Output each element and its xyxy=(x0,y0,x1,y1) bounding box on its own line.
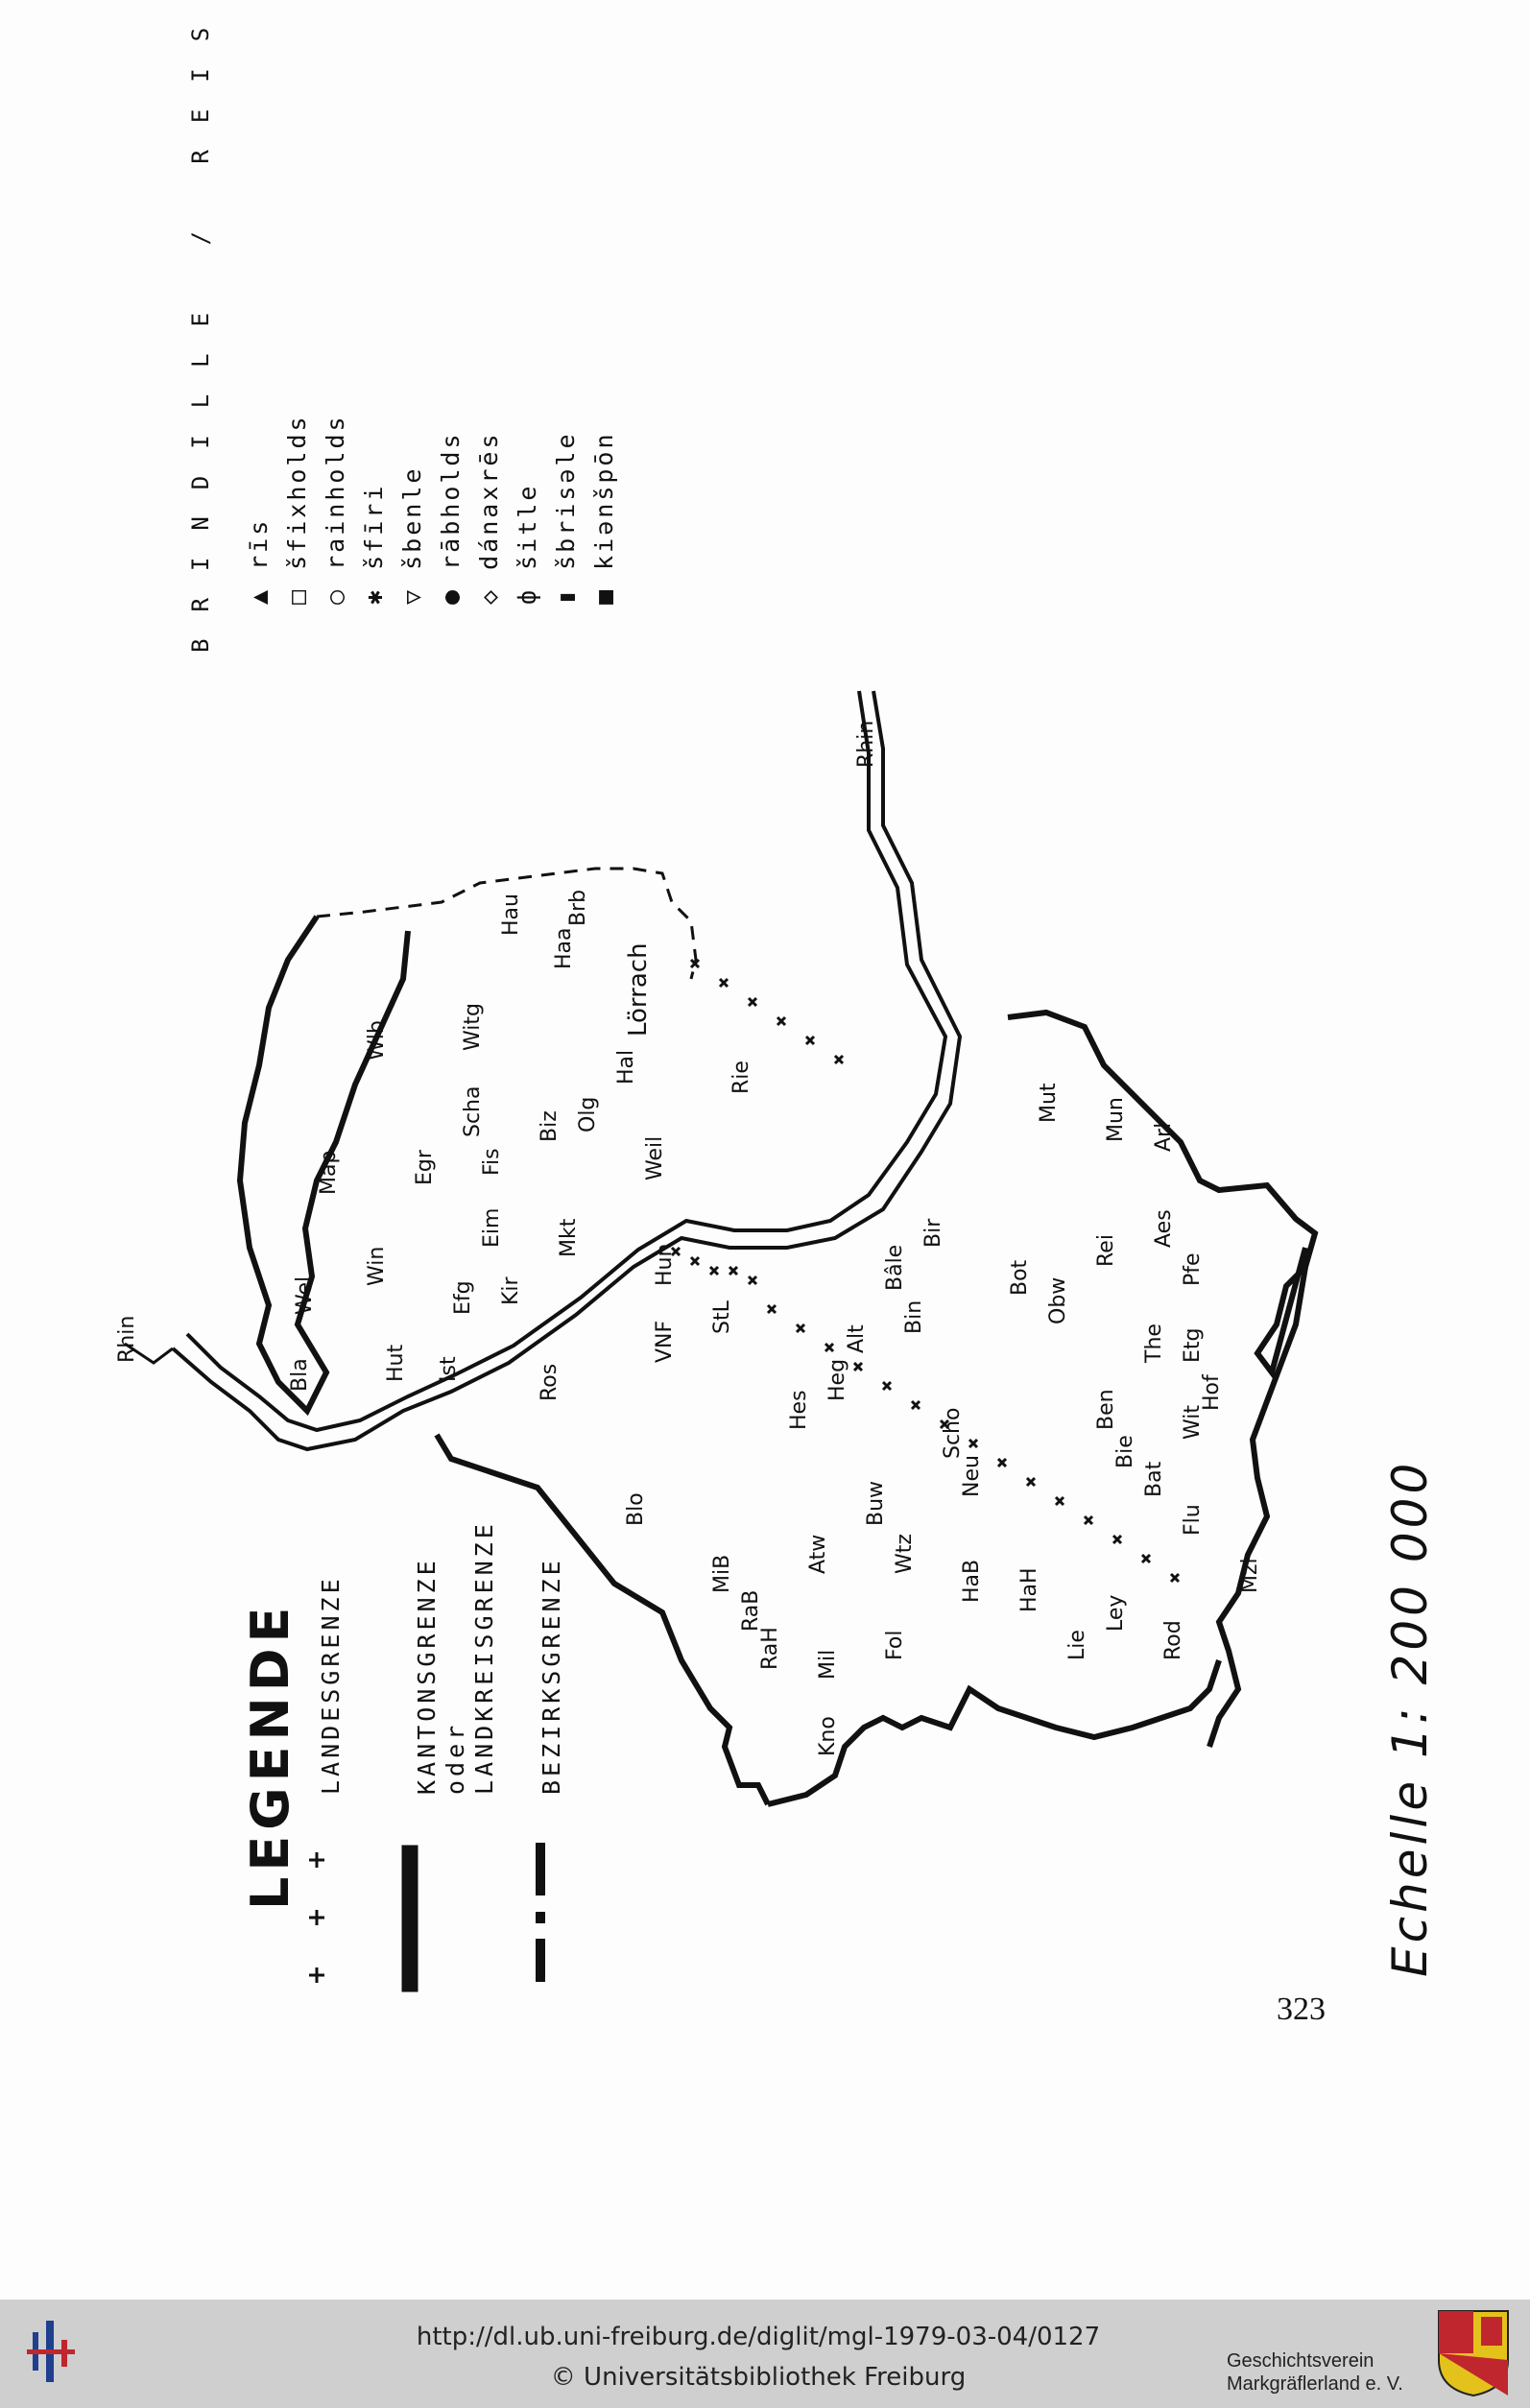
place-label-ben: Ben xyxy=(1094,1389,1118,1430)
map-title: BRINDILLE / REIS xyxy=(187,0,214,653)
place-label-scha: Scha xyxy=(461,1085,485,1137)
symbol-row-9 xyxy=(590,431,618,605)
place-label-hau: Hau xyxy=(499,894,523,936)
place-label-buw: Buw xyxy=(864,1480,888,1526)
place-label-map: Map xyxy=(317,1150,341,1195)
symbol-row-6 xyxy=(475,431,503,605)
place-label-hof: Hof xyxy=(1200,1374,1224,1411)
legend-item-kantonsgrenze-line2: oder xyxy=(442,1721,469,1795)
symbol-label: šfixholds xyxy=(283,414,311,570)
bar-icon: ▮ xyxy=(552,586,580,605)
place-label-bat: Bat xyxy=(1142,1461,1166,1497)
society-name-line2: Markgräflerland e. V. xyxy=(1227,2373,1403,2395)
place-label-eim: Eim xyxy=(480,1207,504,1248)
place-label-stl: StL xyxy=(710,1300,734,1334)
ub-freiburg-logo-icon xyxy=(27,2313,94,2390)
place-label-bin: Bin xyxy=(902,1299,926,1334)
phi-icon: ф xyxy=(514,586,541,605)
symbol-row-3 xyxy=(360,484,388,605)
place-label-mun: Mun xyxy=(1104,1097,1128,1142)
symbol-label: šbenle xyxy=(398,465,426,570)
circle-icon: ○ xyxy=(322,586,349,605)
place-label-fis: Fis xyxy=(480,1148,504,1176)
place-label-ley: Ley xyxy=(1104,1594,1128,1632)
place-label-wel: Wel xyxy=(293,1276,317,1315)
diamond-icon: ◇ xyxy=(475,586,503,605)
legend-item-bezirksgrenze: BEZIRKSGRENZE xyxy=(538,1557,565,1795)
place-label-kir: Kir xyxy=(499,1276,523,1305)
place-label-win: Win xyxy=(365,1246,389,1286)
place-label-mzl: Mzl xyxy=(1238,1558,1262,1593)
place-label-lie: Lie xyxy=(1065,1630,1089,1660)
place-label-egr: Egr xyxy=(413,1150,437,1185)
square-icon: □ xyxy=(283,586,311,605)
place-label-witg: Witg xyxy=(461,1003,485,1051)
legend-item-kantonsgrenze-line1: KANTONSGRENZE xyxy=(413,1557,441,1795)
place-label-efg: Efg xyxy=(451,1280,475,1315)
place-label-blo: Blo xyxy=(624,1492,648,1526)
rhine-river xyxy=(173,691,960,1449)
place-label-arl: Arl xyxy=(1152,1122,1176,1152)
symbol-row-7 xyxy=(514,484,541,605)
place-label-hab: HaB xyxy=(960,1559,984,1603)
triangle-icon: ▲ xyxy=(245,586,273,605)
place-label-rei: Rei xyxy=(1094,1234,1118,1267)
symbol-label: rābholds xyxy=(437,431,465,570)
footer-copyright: © Universitätsbibliothek Freiburg xyxy=(550,2363,967,2392)
symbol-row-2 xyxy=(322,414,349,605)
symbol-label: kiənšpōn xyxy=(590,431,618,570)
label-rhin-right: Rhin xyxy=(854,720,878,768)
place-label-the: The xyxy=(1142,1323,1166,1363)
place-label-hah: HaH xyxy=(1017,1567,1041,1612)
symbol-row-1 xyxy=(283,414,311,605)
symbol-label: šbrisəle xyxy=(552,431,580,570)
place-label-hal: Hal xyxy=(614,1049,638,1085)
symbol-label: šitle xyxy=(514,483,541,570)
legend-symbol-bezirksgrenze xyxy=(526,1843,564,1987)
symbol-label: dánaxrēs xyxy=(475,431,503,570)
map-scale: Echelle 1: 200 000 xyxy=(1382,1459,1438,1977)
place-label-rod: Rod xyxy=(1161,1620,1185,1660)
dot-icon: ● xyxy=(437,586,465,605)
place-label-atw: Atw xyxy=(806,1534,830,1574)
place-label-rab: RaB xyxy=(739,1589,763,1632)
place-label-flu: Flu xyxy=(1181,1504,1205,1536)
label-rhin-left: Rhin xyxy=(115,1315,139,1363)
place-label-fol: Fol xyxy=(883,1630,907,1660)
place-label-wit: Wit xyxy=(1181,1404,1205,1440)
filled-square-icon: ■ xyxy=(590,586,618,605)
place-label-neu: Neu xyxy=(960,1455,984,1497)
place-label-mkt: Mkt xyxy=(557,1218,581,1257)
legend-item-kantonsgrenze-line3: LANDKREISGRENZE xyxy=(470,1520,498,1795)
place-label-brb: Brb xyxy=(566,889,590,926)
symbol-row-5 xyxy=(437,431,465,605)
label-loerrach: Lörrach xyxy=(624,942,653,1037)
symbol-label: rainholds xyxy=(322,414,349,570)
place-label-aes: Aes xyxy=(1152,1209,1176,1248)
asterisk-icon: ✱ xyxy=(360,586,388,605)
place-label-olg: Olg xyxy=(576,1096,600,1132)
place-label-heg: Heg xyxy=(825,1358,849,1401)
place-label-ros: Ros xyxy=(538,1363,562,1401)
place-label-hut: Hut xyxy=(384,1344,408,1382)
place-label-rah: RaH xyxy=(758,1627,782,1670)
place-label-vnf: VNF xyxy=(653,1320,677,1363)
place-label-rie: Rie xyxy=(729,1061,753,1094)
symbol-row-8 xyxy=(552,431,580,605)
legend-title: LEGENDE xyxy=(240,1601,300,1910)
place-label-bla: Bla xyxy=(288,1358,312,1392)
place-label-wtz: Wtz xyxy=(893,1534,917,1574)
place-label-wlb: Wlb xyxy=(365,1020,389,1061)
page-number: 323 xyxy=(1277,1991,1326,2027)
label-bale: Bâle xyxy=(883,1244,907,1291)
society-crest-icon xyxy=(1435,2307,1512,2398)
place-label-bie: Bie xyxy=(1113,1435,1137,1468)
place-label-biz: Biz xyxy=(538,1110,562,1142)
society-name-line1: Geschichtsverein xyxy=(1227,2350,1375,2372)
place-label-ist: Ist xyxy=(437,1356,461,1382)
place-label-bir: Bir xyxy=(921,1218,945,1248)
place-label-kno: Kno xyxy=(816,1716,840,1756)
legend-symbol-kantonsgrenze xyxy=(403,1847,417,1991)
place-label-haa: Haa xyxy=(552,927,576,969)
legend-item-landesgrenze: LANDESGRENZE xyxy=(317,1575,345,1795)
place-label-scho: Scho xyxy=(941,1407,965,1459)
south-boundary xyxy=(1209,1267,1305,1747)
place-label-hun: Hun xyxy=(653,1243,677,1286)
place-label-obw: Obw xyxy=(1046,1276,1070,1324)
place-label-mib: MiB xyxy=(710,1554,734,1593)
legend-symbols xyxy=(288,1843,480,2015)
symbol-label: rīs xyxy=(245,517,273,570)
place-label-etg: Etg xyxy=(1181,1327,1205,1363)
symbol-row-0 xyxy=(245,518,273,605)
place-label-mil: Mil xyxy=(816,1649,840,1680)
down-triangle-icon: ▽ xyxy=(398,586,426,605)
symbol-label: šfīri xyxy=(360,483,388,570)
symbol-row-4 xyxy=(398,466,426,605)
place-label-pfe: Pfe xyxy=(1181,1252,1205,1286)
place-label-hes: Hes xyxy=(787,1390,811,1430)
national-border-crosses xyxy=(672,960,1179,1582)
place-label-alt: Alt xyxy=(845,1324,869,1353)
place-label-bot: Bot xyxy=(1008,1259,1032,1296)
legend-symbol-landesgrenze xyxy=(309,1852,324,1983)
place-label-mut: Mut xyxy=(1037,1083,1061,1123)
place-label-weil: Weil xyxy=(643,1135,667,1180)
footer-url-link[interactable]: http://dl.ub.uni-freiburg.de/diglit/mgl-1979-03-04/0127 xyxy=(416,2323,1101,2351)
society-name xyxy=(1227,2349,1403,2396)
